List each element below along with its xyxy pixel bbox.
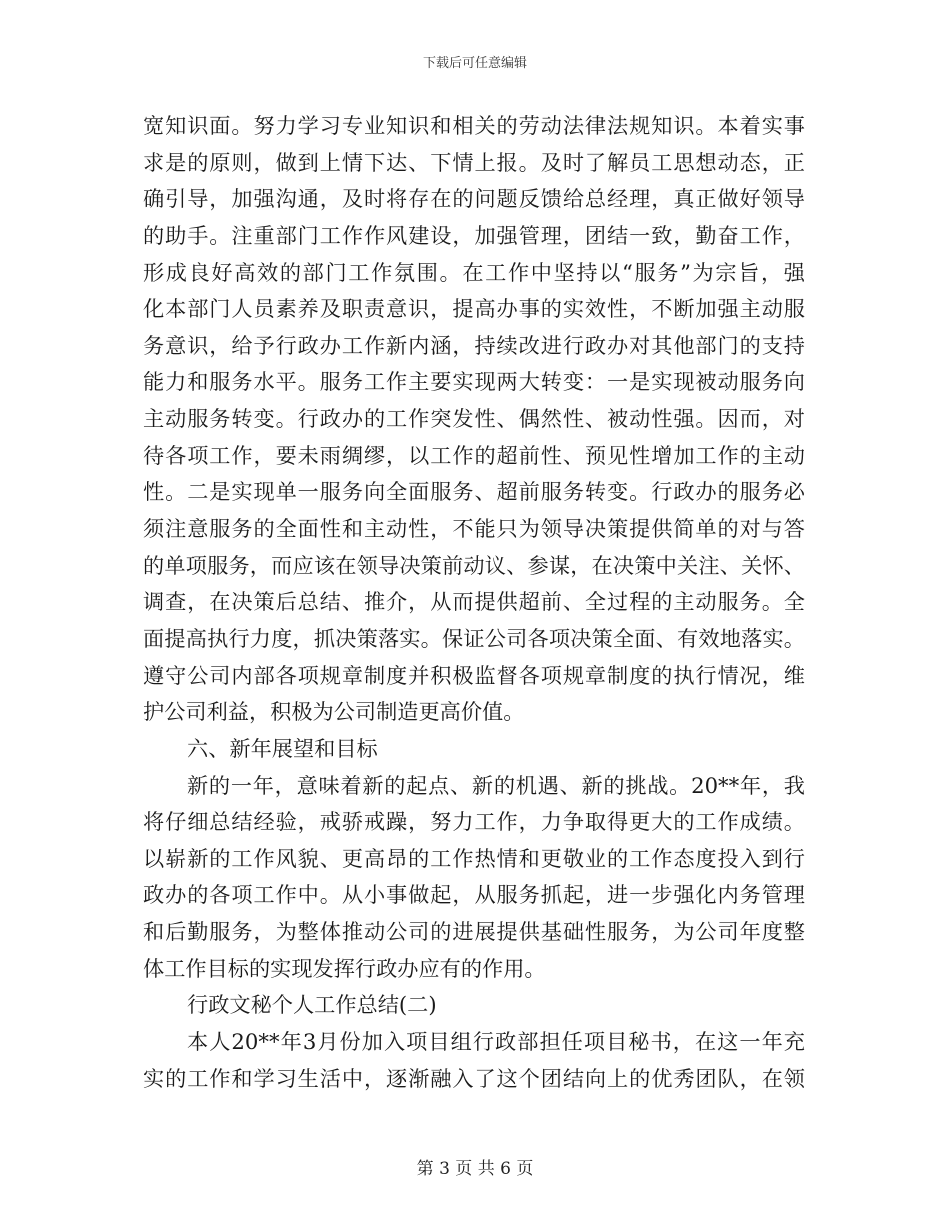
text-line: 的助手。注重部门工作作风建设，加强管理，团结一致，勤奋工作， <box>143 222 805 248</box>
text-line: 六、新年展望和目标 <box>187 735 378 761</box>
text-line: 的单项服务，而应该在领导决策前动议、参谋，在决策中关注、关怀、 <box>143 552 805 578</box>
text-line: 调查，在决策后总结、推介，从而提供超前、全过程的主动服务。全 <box>143 589 805 615</box>
text-line: 实的工作和学习生活中，逐渐融入了这个团结向上的优秀团队，在领 <box>143 1065 805 1091</box>
text-line: 本人20**年3月份加入项目组行政部担任项目秘书，在这一年充 <box>187 1029 805 1055</box>
text-line: 新的一年，意味着新的起点、新的机遇、新的挑战。20**年，我 <box>187 772 805 798</box>
text-line: 政办的各项工作中。从小事做起，从服务抓起，进一步强化内务管理 <box>143 882 805 908</box>
text-line: 行政文秘个人工作总结(二) <box>187 992 437 1018</box>
text-line: 待各项工作，要未雨绸缪，以工作的超前性、预见性增加工作的主动 <box>143 442 805 468</box>
text-line: 宽知识面。努力学习专业知识和相关的劳动法律法规知识。本着实事 <box>143 113 805 138</box>
text-line: 须注意服务的全面性和主动性，不能只为领导决策提供简单的对与答 <box>143 516 805 542</box>
text-line: 主动服务转变。行政办的工作突发性、偶然性、被动性强。因而，对 <box>143 406 805 432</box>
text-line: 遵守公司内部各项规章制度并积极监督各项规章制度的执行情况，维 <box>143 662 805 688</box>
text-line: 和后勤服务，为整体推动公司的进展提供基础性服务，为公司年度整 <box>143 919 805 945</box>
text-line: 化本部门人员素养及职责意识，提高办事的实效性，不断加强主动服 <box>143 296 805 322</box>
page-number-footer: 第 3 页 共 6 页 <box>416 1159 534 1179</box>
text-line: 将仔细总结经验，戒骄戒躁，努力工作，力争取得更大的工作成绩。 <box>143 809 805 835</box>
page-header-note: 下载后可任意编辑 <box>422 56 527 71</box>
text-line: 确引导，加强沟通，及时将存在的问题反馈给总经理，真正做好领导 <box>143 186 805 212</box>
document-body <box>143 108 805 1097</box>
text-line: 性。二是实现单一服务向全面服务、超前服务转变。行政办的服务必 <box>143 479 805 505</box>
text-line: 体工作目标的实现发挥行政办应有的作用。 <box>143 955 546 981</box>
text-line: 求是的原则，做到上情下达、下情上报。及时了解员工思想动态，正 <box>143 149 805 175</box>
text-line: 以崭新的工作风貌、更高昂的工作热情和更敬业的工作态度投入到行 <box>143 845 805 871</box>
text-line: 护公司利益，积极为公司制造更高价值。 <box>143 699 525 725</box>
text-line: 形成良好高效的部门工作氛围。在工作中坚持以“服务”为宗旨，强 <box>143 259 805 285</box>
text-line: 能力和服务水平。服务工作主要实现两大转变：一是实现被动服务向 <box>143 369 805 395</box>
text-line: 面提高执行力度，抓决策落实。保证公司各项决策全面、有效地落实。 <box>143 625 805 651</box>
text-line: 务意识，给予行政办工作新内涵，持续改进行政办对其他部门的支持 <box>143 332 805 358</box>
